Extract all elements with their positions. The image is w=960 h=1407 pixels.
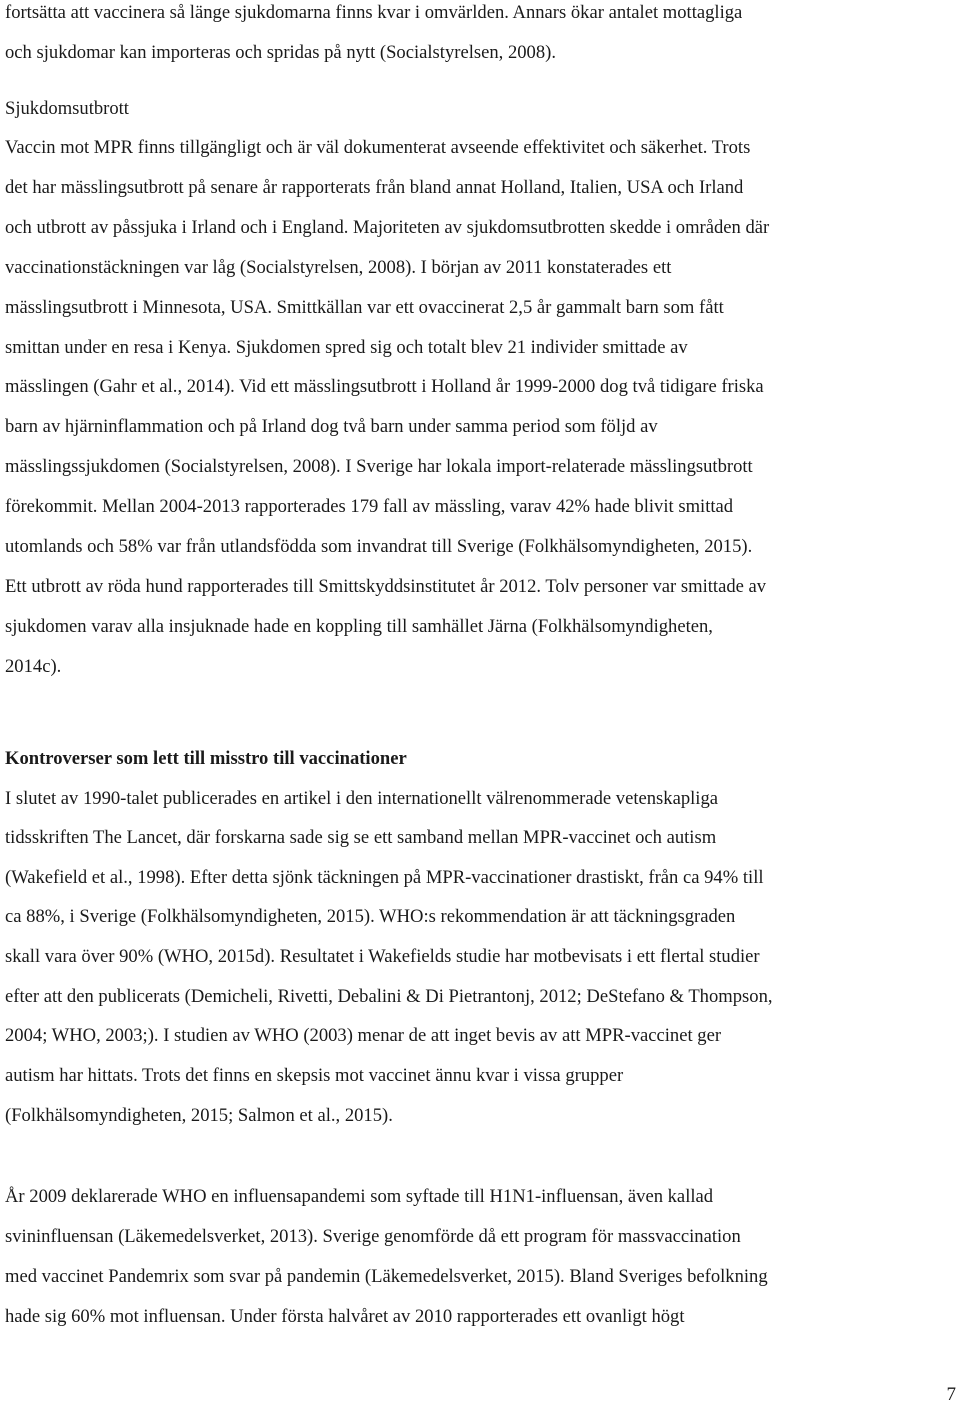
text-line: mässlingsutbrott i Minnesota, USA. Smittkällan var ett ovaccinerat 2,5 år gammalt barn som fått: [5, 297, 724, 318]
text-line: förekommit. Mellan 2004-2013 rapporterades 179 fall av mässling, varav 42% hade blivit smittad: [5, 496, 734, 517]
text-line: ca 88%, i Sverige (Folkhälsomyndigheten, 2015). WHO:s rekommendation är att täckningsgraden: [5, 906, 736, 927]
text-line: utomlands och 58% var från utlandsfödda som invandrat till Sverige (Folkhälsomyndigheten, 2015).: [5, 536, 753, 557]
text-line: hade sig 60% mot influensan. Under första halvåret av 2010 rapporterades ett ovanligt högt: [5, 1306, 685, 1327]
text-line: fortsätta att vaccinera så länge sjukdomarna finns kvar i omvärlden. Annars ökar antalet mottagliga: [5, 2, 743, 23]
text-line: 2004; WHO, 2003;). I studien av WHO (2003) menar de att inget bevis av att MPR-vaccinet ger: [5, 1025, 722, 1046]
text-line: efter att den publicerats (Demicheli, Rivetti, Debalini & Di Pietrantonj, 2012; DeStefano & Thompson,: [5, 986, 773, 1007]
text-line: (Folkhälsomyndigheten, 2015; Salmon et al., 2015).: [5, 1105, 393, 1126]
text-line: (Wakefield et al., 1998). Efter detta sjönk täckningen på MPR-vaccinationer drastiskt, från ca 94% till: [5, 867, 764, 888]
text-line: med vaccinet Pandemrix som svar på pandemin (Läkemedelsverket, 2015). Bland Sveriges befolkning: [5, 1266, 768, 1287]
text-line: det har mässlingsutbrott på senare år rapporterats från bland annat Holland, Italien, USA och Irland: [5, 177, 744, 198]
text-line: I slutet av 1990-talet publicerades en artikel i den internationellt välrenommerade vetenskapliga: [5, 788, 719, 809]
page-number: 7: [946, 1384, 956, 1405]
section-heading-controversies: Kontroverser som lett till misstro till vaccinationer: [5, 748, 407, 769]
text-line: och sjukdomar kan importeras och spridas på nytt (Socialstyrelsen, 2008).: [5, 42, 556, 63]
text-line: Vaccin mot MPR finns tillgängligt och är väl dokumenterat avseende effektivitet och säkerhet. Trots: [5, 137, 751, 158]
text-line: smittan under en resa i Kenya. Sjukdomen spred sig och totalt blev 21 individer smittade av: [5, 337, 688, 358]
text-line: Ett utbrott av röda hund rapporterades till Smittskyddsinstitutet år 2012. Tolv personer var smittade av: [5, 576, 767, 597]
text-line: mässlingssjukdomen (Socialstyrelsen, 2008). I Sverige har lokala import-relaterade mässlingsutbrott: [5, 456, 753, 477]
text-line: 2014c).: [5, 656, 62, 677]
text-line: År 2009 deklarerade WHO en influensapandemi som syftade till H1N1-influensan, även kallad: [5, 1186, 714, 1207]
text-line: och utbrott av påssjuka i Irland och i England. Majoriteten av sjukdomsutbrotten skedde i områden där: [5, 217, 770, 238]
text-line: vaccinationstäckningen var låg (Socialstyrelsen, 2008). I början av 2011 konstaterades ett: [5, 257, 672, 278]
text-line: svininfluensan (Läkemedelsverket, 2013). Sverige genomförde då ett program för massvaccination: [5, 1226, 741, 1247]
text-line: mässlingen (Gahr et al., 2014). Vid ett mässlingsutbrott i Holland år 1999-2000 dog två tidigare friska: [5, 376, 764, 397]
text-line: tidsskriften The Lancet, där forskarna sade sig se ett samband mellan MPR-vaccinet och autism: [5, 827, 717, 848]
text-line: barn av hjärninflammation och på Irland dog två barn under samma period som följd av: [5, 416, 658, 437]
text-line: autism har hittats. Trots det finns en skepsis mot vaccinet ännu kvar i vissa grupper: [5, 1065, 624, 1086]
text-line: sjukdomen varav alla insjuknade hade en koppling till samhället Järna (Folkhälsomyndigheten,: [5, 616, 713, 637]
text-line: skall vara över 90% (WHO, 2015d). Resultatet i Wakefields studie har motbevisats i ett flertal studier: [5, 946, 760, 967]
section-heading-outbreaks: Sjukdomsutbrott: [5, 98, 129, 119]
